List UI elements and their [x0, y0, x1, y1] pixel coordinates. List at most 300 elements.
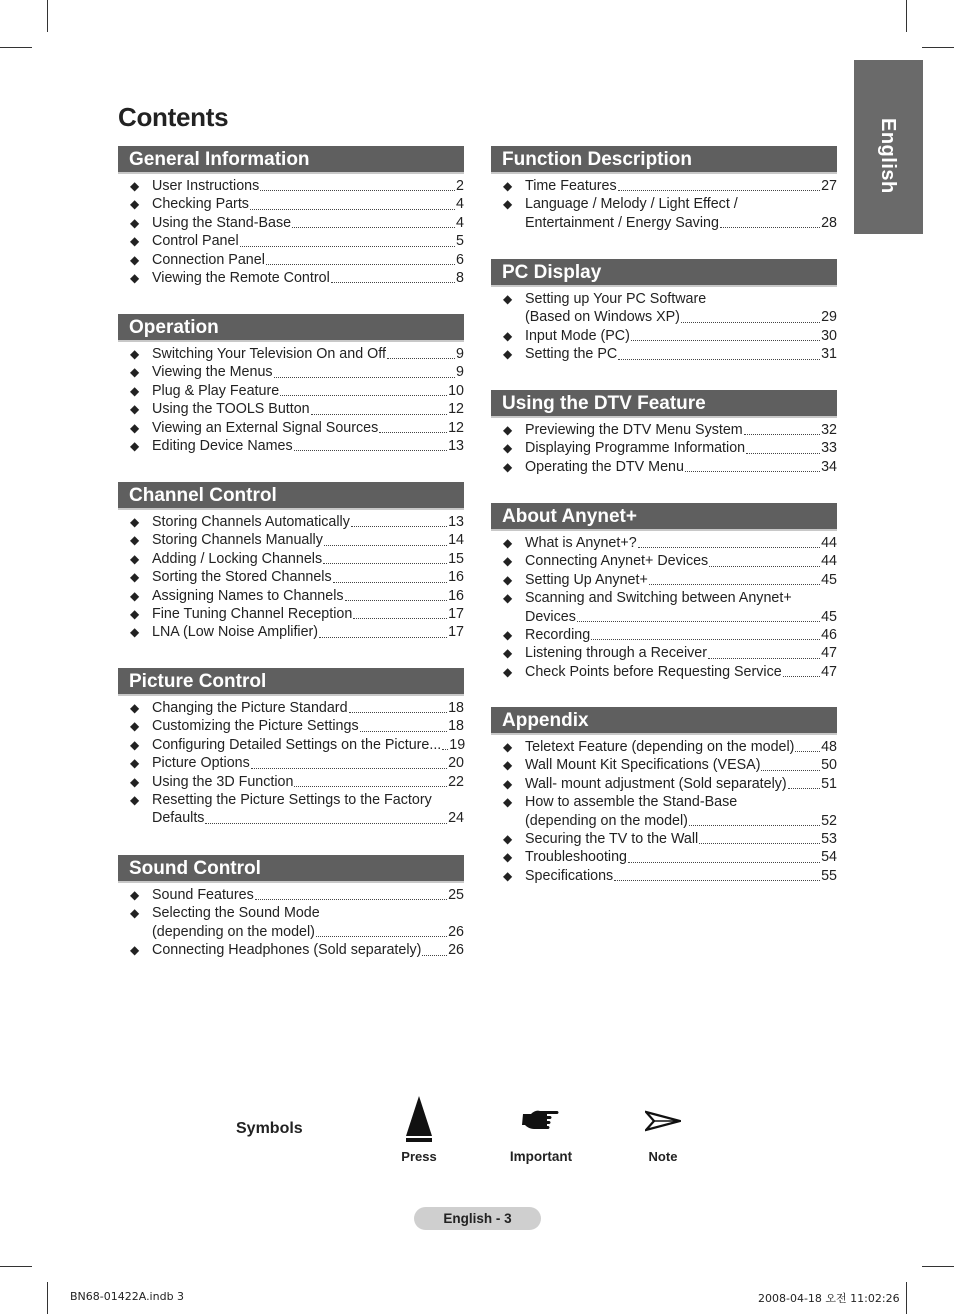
toc-page-number: 2: [456, 178, 464, 194]
diamond-bullet-icon: ◆: [503, 459, 513, 474]
toc-entry[interactable]: [491, 439, 837, 457]
toc-section: [491, 503, 837, 681]
toc-entry-line: [525, 775, 837, 793]
diamond-bullet-icon: ◆: [130, 625, 140, 640]
note-symbol: [640, 1108, 686, 1166]
toc-entry-title: Devices: [525, 608, 576, 625]
toc-page-number: 31: [821, 346, 837, 363]
section-heading: Appendix: [491, 707, 837, 735]
diamond-bullet-icon: ◆: [503, 868, 513, 883]
dot-leader: [591, 639, 820, 640]
dot-leader: [744, 434, 820, 435]
toc-page-number: 19: [449, 736, 466, 753]
toc-entry-title: Sound Features: [152, 887, 254, 903]
toc-entry-title: Selecting the Sound Mode: [152, 905, 320, 922]
toc-entry[interactable]: [491, 848, 837, 866]
toc-entry-title: Control Panel: [152, 233, 239, 250]
crop-mark: [906, 1282, 907, 1314]
toc-entry-title: Teletext Feature (depending on the model): [525, 739, 795, 755]
diamond-bullet-icon: ◆: [503, 536, 513, 550]
toc-entry-line: [525, 663, 837, 681]
toc-section: [491, 146, 837, 232]
toc-page-number: 51: [821, 775, 837, 792]
toc-entry[interactable]: [118, 791, 464, 828]
section-heading: About Anynet+: [491, 503, 837, 531]
dot-leader: [319, 637, 447, 638]
toc-page-number: 47: [821, 663, 837, 680]
toc-page-number: 24: [448, 810, 464, 827]
toc-entry-title: Adding / Locking Channels: [152, 550, 323, 567]
toc-entry-line: [525, 439, 837, 457]
toc-page-number: 27: [821, 178, 837, 194]
toc-entry[interactable]: [118, 232, 464, 250]
toc-entry[interactable]: [118, 531, 464, 549]
toc-page-number: 6: [456, 251, 464, 268]
toc-entry[interactable]: [118, 195, 464, 213]
toc-entry-title: Entertainment / Energy Saving: [525, 214, 719, 231]
toc-entry[interactable]: [491, 177, 837, 195]
toc-section: [118, 482, 464, 642]
diamond-bullet-icon: ◆: [130, 756, 140, 771]
page-number-badge: English - 3: [414, 1207, 541, 1230]
toc-entry-title: Viewing the Menus: [152, 364, 273, 381]
toc-entry-line: [525, 308, 837, 326]
press-icon: [403, 1096, 435, 1144]
toc-entry[interactable]: [118, 623, 464, 641]
toc-page-number: 13: [448, 438, 464, 455]
diamond-bullet-icon: ◆: [130, 234, 140, 249]
toc-entry[interactable]: [491, 775, 837, 793]
toc-page-number: 28: [821, 214, 837, 231]
toc-entry-line: [152, 791, 464, 809]
toc-entry-line: [152, 437, 464, 455]
diamond-bullet-icon: ◆: [503, 572, 513, 587]
toc-entry[interactable]: [491, 571, 837, 589]
toc-entry[interactable]: [491, 458, 837, 476]
dot-leader: [699, 843, 820, 844]
toc-entry[interactable]: [118, 736, 464, 754]
toc-entry-line: [152, 550, 464, 568]
toc-section: [491, 390, 837, 476]
toc-entry[interactable]: [491, 626, 837, 644]
toc-entry-title: Previewing the DTV Menu System: [525, 422, 743, 438]
toc-entry-title: Checking Parts: [152, 196, 249, 213]
toc-entry[interactable]: [491, 644, 837, 662]
toc-entry-title: Time Features: [525, 178, 617, 194]
toc-entry-title: Troubleshooting: [525, 849, 627, 866]
diamond-bullet-icon: ◆: [130, 215, 140, 230]
toc-entry[interactable]: [491, 738, 837, 756]
toc-page-number: 45: [821, 608, 837, 625]
toc-entry-line: [525, 327, 837, 345]
toc-page-number: 18: [448, 700, 464, 716]
toc-entry-line: [152, 513, 464, 531]
toc-entry-title: Specifications: [525, 867, 614, 884]
toc-entry-line: [525, 793, 837, 811]
toc-entry-title: Wall Mount Kit Specifications (VESA): [525, 757, 761, 774]
toc-list: [491, 534, 837, 681]
toc-entry[interactable]: [491, 756, 837, 774]
diamond-bullet-icon: ◆: [130, 197, 140, 212]
diamond-bullet-icon: ◆: [503, 423, 513, 437]
toc-entry-line: [152, 232, 464, 250]
toc-entry-line: [152, 568, 464, 586]
toc-list: [118, 513, 464, 642]
section-heading: Channel Control: [118, 482, 464, 510]
toc-entry[interactable]: [118, 269, 464, 287]
toc-entry[interactable]: [491, 534, 837, 552]
diamond-bullet-icon: ◆: [130, 793, 140, 808]
section-heading: Function Description: [491, 146, 837, 174]
print-stamp: 2008-04-18 오전 11:02:26: [758, 1292, 900, 1305]
dot-leader: [240, 246, 455, 247]
diamond-bullet-icon: ◆: [503, 328, 513, 343]
diamond-bullet-icon: ◆: [503, 197, 513, 212]
diamond-bullet-icon: ◆: [503, 292, 513, 306]
section-heading: Sound Control: [118, 855, 464, 883]
toc-page-number: 22: [448, 773, 464, 790]
toc-entry[interactable]: [491, 195, 837, 232]
note-caption: Note: [648, 1149, 678, 1164]
toc-entry-line: [525, 214, 837, 232]
toc-section: [118, 314, 464, 455]
important-caption: Important: [509, 1149, 573, 1164]
toc-entry-title: Language / Melody / Light Effect /: [525, 196, 738, 213]
dot-leader: [685, 471, 820, 472]
diamond-bullet-icon: ◆: [503, 628, 513, 643]
toc-entry-line: [152, 419, 464, 437]
dot-leader: [689, 825, 820, 826]
toc-page-number: 4: [456, 196, 464, 213]
pointing-hand-icon: [521, 1108, 561, 1130]
toc-list: [118, 345, 464, 455]
toc-page-number: 9: [456, 346, 464, 362]
diamond-bullet-icon: ◆: [130, 607, 140, 622]
toc-entry-title: Setting the PC: [525, 346, 618, 363]
toc-entry-title: Recording: [525, 627, 591, 644]
toc-entry[interactable]: [491, 663, 837, 681]
toc-entry-line: [525, 626, 837, 644]
toc-page-number: 14: [448, 532, 464, 549]
toc-entry-line: [152, 269, 464, 287]
toc-entry-line: [525, 345, 837, 363]
toc-entry[interactable]: [118, 513, 464, 531]
toc-entry-line: [152, 773, 464, 791]
toc-entry[interactable]: [118, 345, 464, 363]
dot-leader: [783, 676, 820, 677]
diamond-bullet-icon: ◆: [503, 347, 513, 362]
diamond-bullet-icon: ◆: [503, 646, 513, 661]
toc-entry[interactable]: [491, 290, 837, 327]
toc-entry-title: Connecting Anynet+ Devices: [525, 553, 709, 570]
toc-section: [491, 259, 837, 364]
toc-page-number: 12: [448, 401, 464, 418]
toc-entry-title: Connecting Headphones (Sold separately): [152, 942, 422, 959]
toc-page-number: 44: [821, 553, 837, 570]
toc-section: [118, 855, 464, 960]
dot-leader: [292, 227, 455, 228]
toc-entry[interactable]: [118, 363, 464, 381]
toc-entry[interactable]: [118, 382, 464, 400]
diamond-bullet-icon: ◆: [503, 554, 513, 569]
toc-entry[interactable]: [118, 177, 464, 195]
toc-entry-title: Scanning and Switching between Anynet+: [525, 590, 792, 607]
diamond-bullet-icon: ◆: [503, 850, 513, 865]
dot-leader: [681, 322, 820, 323]
diamond-bullet-icon: ◆: [130, 906, 140, 921]
press-caption: Press: [401, 1149, 437, 1164]
toc-entry[interactable]: [118, 717, 464, 735]
diamond-bullet-icon: ◆: [503, 795, 513, 810]
toc-entry[interactable]: [118, 437, 464, 455]
toc-entry-line: [525, 830, 837, 848]
dot-leader: [349, 712, 448, 713]
toc-page-number: 34: [821, 458, 837, 475]
toc-entry-title: Switching Your Television On and Off: [152, 346, 386, 362]
toc-page-number: 9: [456, 364, 464, 381]
toc-page-number: 16: [448, 569, 464, 586]
toc-entry-line: [152, 177, 464, 195]
toc-entry-title: Connection Panel: [152, 251, 265, 268]
toc-section: [491, 707, 837, 885]
diamond-bullet-icon: ◆: [130, 271, 140, 286]
toc-page-number: 16: [448, 587, 464, 604]
language-tab: [854, 60, 923, 234]
toc-entry-title: Picture Options: [152, 755, 250, 772]
diamond-bullet-icon: ◆: [130, 570, 140, 585]
toc-entry-line: [525, 589, 837, 607]
toc-entry-line: [152, 904, 464, 922]
toc-entry-line: [525, 458, 837, 476]
toc-entry[interactable]: [491, 793, 837, 830]
toc-entry-title: Using the TOOLS Button: [152, 401, 310, 418]
dot-leader: [614, 880, 820, 881]
note-arrow-icon: [645, 1110, 681, 1132]
diamond-bullet-icon: ◆: [130, 439, 140, 454]
dot-leader: [379, 432, 447, 433]
diamond-bullet-icon: ◆: [130, 420, 140, 435]
toc-entry[interactable]: [118, 251, 464, 269]
dot-leader: [351, 526, 447, 527]
toc-page-number: 53: [821, 831, 837, 848]
diamond-bullet-icon: ◆: [503, 179, 513, 193]
toc-entry-title: Editing Device Names: [152, 438, 293, 455]
toc-entry-title: Changing the Picture Standard: [152, 700, 348, 716]
toc-entry[interactable]: [491, 552, 837, 570]
toc-page-number: 32: [821, 422, 837, 438]
crop-mark: [0, 47, 32, 48]
toc-entry[interactable]: [118, 214, 464, 232]
toc-list: [491, 738, 837, 885]
toc-page-number: 55: [821, 867, 837, 884]
toc-entry[interactable]: [118, 550, 464, 568]
dot-leader: [353, 618, 447, 619]
crop-mark: [47, 0, 48, 32]
toc-entry-line: [525, 812, 837, 830]
toc-list: [118, 886, 464, 960]
dot-leader: [720, 227, 820, 228]
toc-page-number: 44: [821, 535, 837, 551]
toc-entry[interactable]: [118, 941, 464, 959]
dot-leader: [442, 749, 448, 750]
toc-entry-title: Viewing an External Signal Sources: [152, 419, 379, 436]
diamond-bullet-icon: ◆: [130, 533, 140, 548]
diamond-bullet-icon: ◆: [503, 441, 513, 456]
dot-leader: [294, 786, 447, 787]
toc-entry-title: Displaying Programme Information: [525, 440, 746, 457]
toc-page-number: 4: [456, 214, 464, 231]
toc-entry-title: Operating the DTV Menu: [525, 458, 684, 475]
toc-entry-title: Using the Stand-Base: [152, 214, 292, 231]
toc-entry-line: [152, 736, 464, 754]
dot-leader: [387, 358, 455, 359]
toc-entry-line: [525, 290, 837, 308]
dot-leader: [795, 751, 820, 752]
toc-entry-title: Sorting the Stored Channels: [152, 569, 332, 586]
dot-leader: [324, 545, 447, 546]
toc-entry[interactable]: [118, 904, 464, 941]
toc-page-number: 46: [821, 627, 837, 644]
toc-page-number: 13: [448, 514, 464, 530]
toc-list: [491, 290, 837, 364]
toc-entry-line: [525, 738, 837, 756]
toc-entry-title: Using the 3D Function: [152, 773, 294, 790]
toc-entry[interactable]: [491, 867, 837, 885]
toc-entry-title: LNA (Low Noise Amplifier): [152, 624, 319, 641]
toc-entry-title: (Based on Windows XP): [525, 309, 680, 326]
important-symbol: [500, 1106, 582, 1166]
diamond-bullet-icon: ◆: [130, 737, 140, 752]
toc-section: [118, 146, 464, 287]
dot-leader: [761, 770, 820, 771]
toc-entry[interactable]: [491, 327, 837, 345]
dot-leader: [316, 936, 447, 937]
toc-entry[interactable]: [491, 345, 837, 363]
diamond-bullet-icon: ◆: [503, 664, 513, 679]
toc-page-number: 33: [821, 440, 837, 457]
toc-entry-line: [152, 809, 464, 827]
diamond-bullet-icon: ◆: [130, 888, 140, 902]
diamond-bullet-icon: ◆: [130, 719, 140, 734]
toc-entry[interactable]: [118, 605, 464, 623]
dot-leader: [205, 823, 447, 824]
toc-entry[interactable]: [118, 400, 464, 418]
dot-leader: [631, 340, 820, 341]
diamond-bullet-icon: ◆: [130, 383, 140, 398]
diamond-bullet-icon: ◆: [130, 774, 140, 789]
toc-list: [118, 699, 464, 828]
dot-leader: [618, 190, 820, 191]
toc-entry-title: Configuring Detailed Settings on the Picture...: [152, 736, 442, 753]
toc-page-number: 26: [448, 923, 464, 940]
diamond-bullet-icon: ◆: [503, 832, 513, 847]
dot-leader: [274, 377, 456, 378]
toc-entry-line: [152, 623, 464, 641]
toc-entry[interactable]: [118, 587, 464, 605]
toc-entry-line: [152, 941, 464, 959]
toc-entry-title: (depending on the model): [152, 923, 315, 940]
diamond-bullet-icon: ◆: [503, 740, 513, 754]
toc-entry[interactable]: [491, 830, 837, 848]
toc-page-number: 45: [821, 571, 837, 588]
toc-page-number: 30: [821, 327, 837, 344]
toc-entry-line: [525, 756, 837, 774]
toc-entry-line: [152, 587, 464, 605]
toc-entry-title: Setting Up Anynet+: [525, 571, 648, 588]
toc-page-number: 17: [448, 606, 464, 623]
toc-entry-title: Setting up Your PC Software: [525, 291, 707, 307]
diamond-bullet-icon: ◆: [130, 515, 140, 529]
toc-entry[interactable]: [118, 699, 464, 717]
toc-list: [118, 177, 464, 287]
dot-leader: [251, 768, 447, 769]
toc-entry-line: [152, 531, 464, 549]
dot-leader: [311, 414, 447, 415]
toc-entry-title: Defaults: [152, 810, 205, 827]
toc-page-number: 47: [821, 645, 837, 662]
toc-entry-title: Viewing the Remote Control: [152, 270, 330, 287]
language-tab-label: English: [877, 118, 899, 194]
toc-entry-line: [525, 848, 837, 866]
toc-entry-line: [525, 195, 837, 213]
toc-entry[interactable]: [118, 754, 464, 772]
toc-page-number: 18: [448, 718, 464, 735]
dot-leader: [628, 862, 820, 863]
toc-entry-line: [525, 867, 837, 885]
toc-entry[interactable]: [118, 886, 464, 904]
toc-entry-line: [152, 382, 464, 400]
diamond-bullet-icon: ◆: [130, 701, 140, 715]
toc-entry[interactable]: [118, 419, 464, 437]
section-heading: Using the DTV Feature: [491, 390, 837, 418]
toc-page-number: 10: [448, 382, 464, 399]
toc-entry-line: [525, 534, 837, 552]
toc-page-number: 15: [448, 550, 464, 567]
toc-entry-line: [525, 177, 837, 195]
dot-leader: [360, 731, 447, 732]
toc-entry-title: Assigning Names to Channels: [152, 587, 344, 604]
toc-entry[interactable]: [491, 589, 837, 626]
toc-entry-title: Storing Channels Automatically: [152, 514, 350, 530]
toc-page-number: 25: [448, 887, 464, 903]
dot-leader: [422, 955, 447, 956]
toc-entry[interactable]: [118, 773, 464, 791]
section-heading: Operation: [118, 314, 464, 342]
crop-mark: [922, 1266, 954, 1267]
section-heading: Picture Control: [118, 668, 464, 696]
diamond-bullet-icon: ◆: [130, 943, 140, 958]
toc-entry-title: How to assemble the Stand-Base: [525, 794, 738, 811]
toc-entry-line: [525, 552, 837, 570]
dot-leader: [333, 582, 447, 583]
diamond-bullet-icon: ◆: [130, 365, 140, 380]
diamond-bullet-icon: ◆: [130, 252, 140, 267]
dot-leader: [260, 190, 455, 191]
toc-entry-title: Input Mode (PC): [525, 327, 630, 344]
toc-page-number: 20: [448, 755, 464, 772]
file-name: BN68-01422A.indb 3: [70, 1290, 185, 1303]
toc-entry-title: Listening through a Receiver: [525, 645, 707, 662]
section-heading: General Information: [118, 146, 464, 174]
diamond-bullet-icon: ◆: [130, 588, 140, 603]
toc-entry-title: Securing the TV to the Wall: [525, 831, 699, 848]
toc-entry[interactable]: [118, 568, 464, 586]
dot-leader: [577, 621, 820, 622]
page-title: Contents: [118, 102, 229, 132]
toc-entry[interactable]: [491, 421, 837, 439]
diamond-bullet-icon: ◆: [130, 347, 140, 361]
toc-page-number: 52: [821, 812, 837, 829]
